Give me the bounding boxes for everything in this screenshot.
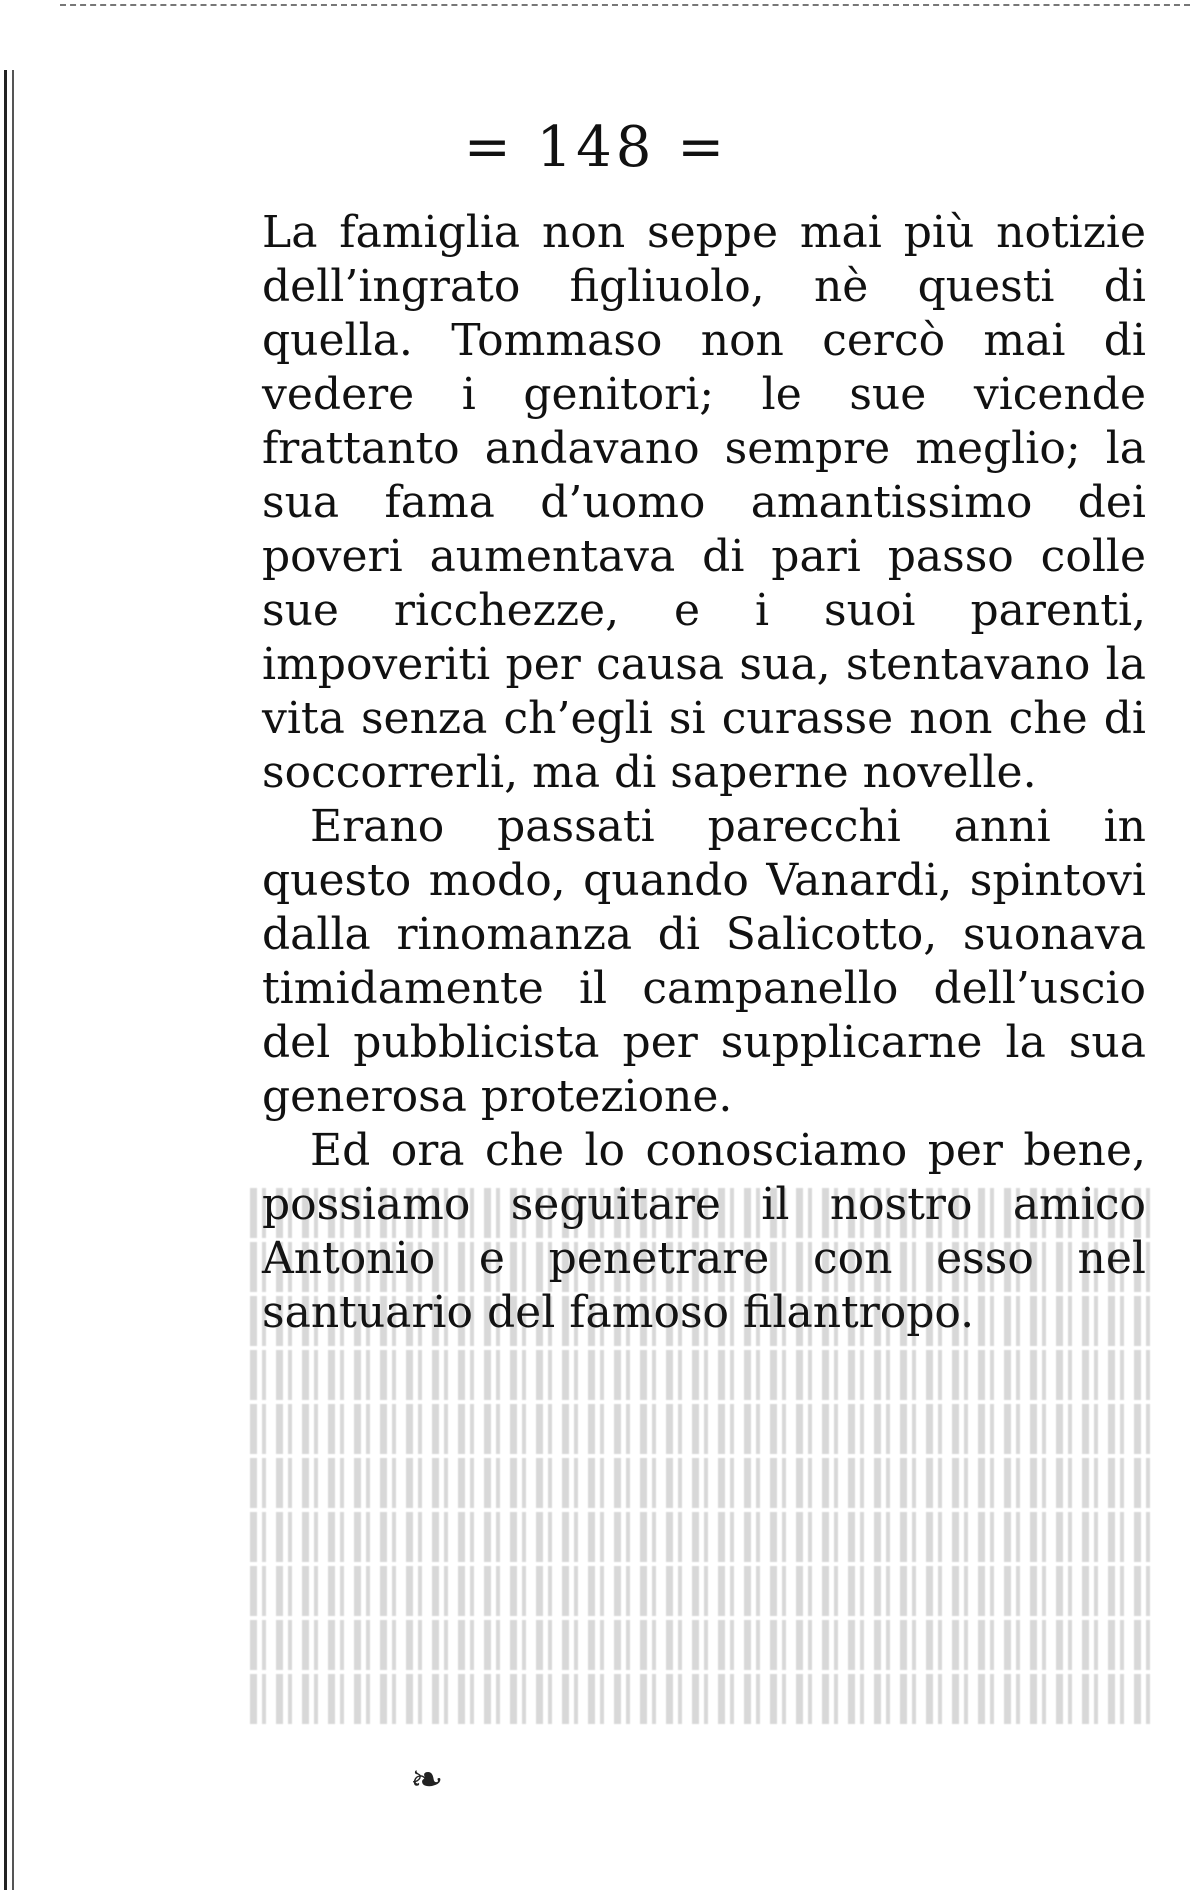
show-through-line (250, 1350, 1150, 1400)
page-top-edge (60, 4, 1190, 6)
show-through-line (250, 1296, 1150, 1346)
show-through-line (250, 1458, 1150, 1508)
show-through-line (250, 1620, 1150, 1670)
show-through-line (250, 1404, 1150, 1454)
body-text (262, 206, 1146, 1340)
show-through-line (250, 1188, 1150, 1238)
page-number: = 148 = (463, 115, 729, 180)
paragraph-3: Ed ora che lo conosciamo per bene, possiamo seguitare il nostro amico Antonio e penetrare con esso nel santuario del famoso filantropo. (262, 1125, 1146, 1338)
show-through-text (250, 1188, 1150, 1728)
ornament-icon: ❧ (410, 1757, 444, 1803)
show-through-line (250, 1674, 1150, 1724)
paragraph-1: La famiglia non seppe mai più notizie dell’ingrato figliuolo, nè questi di quella. Tommaso non cercò mai di vedere i genitori; le sue vicende frattanto andavano sempre meglio; la sua fama d’uomo amantissimo dei poveri aumentava di pari passo colle sue ricchezze, e i suoi parenti, impoveriti per causa sua, stentavano la vita senza ch’egli si curasse non che di soccorrerli, ma di saperne novelle. (262, 207, 1146, 798)
show-through-line (250, 1512, 1150, 1562)
show-through-line (250, 1566, 1150, 1616)
paragraph-2: Erano passati parecchi anni in questo modo, quando Vanardi, spintovi dalla rinomanza di Salicotto, suonava timidamente il campanello dell’uscio del pubblicista per supplicarne la sua generosa protezione. (262, 801, 1146, 1122)
page-binding-edge (4, 70, 14, 1890)
show-through-line (250, 1242, 1150, 1292)
